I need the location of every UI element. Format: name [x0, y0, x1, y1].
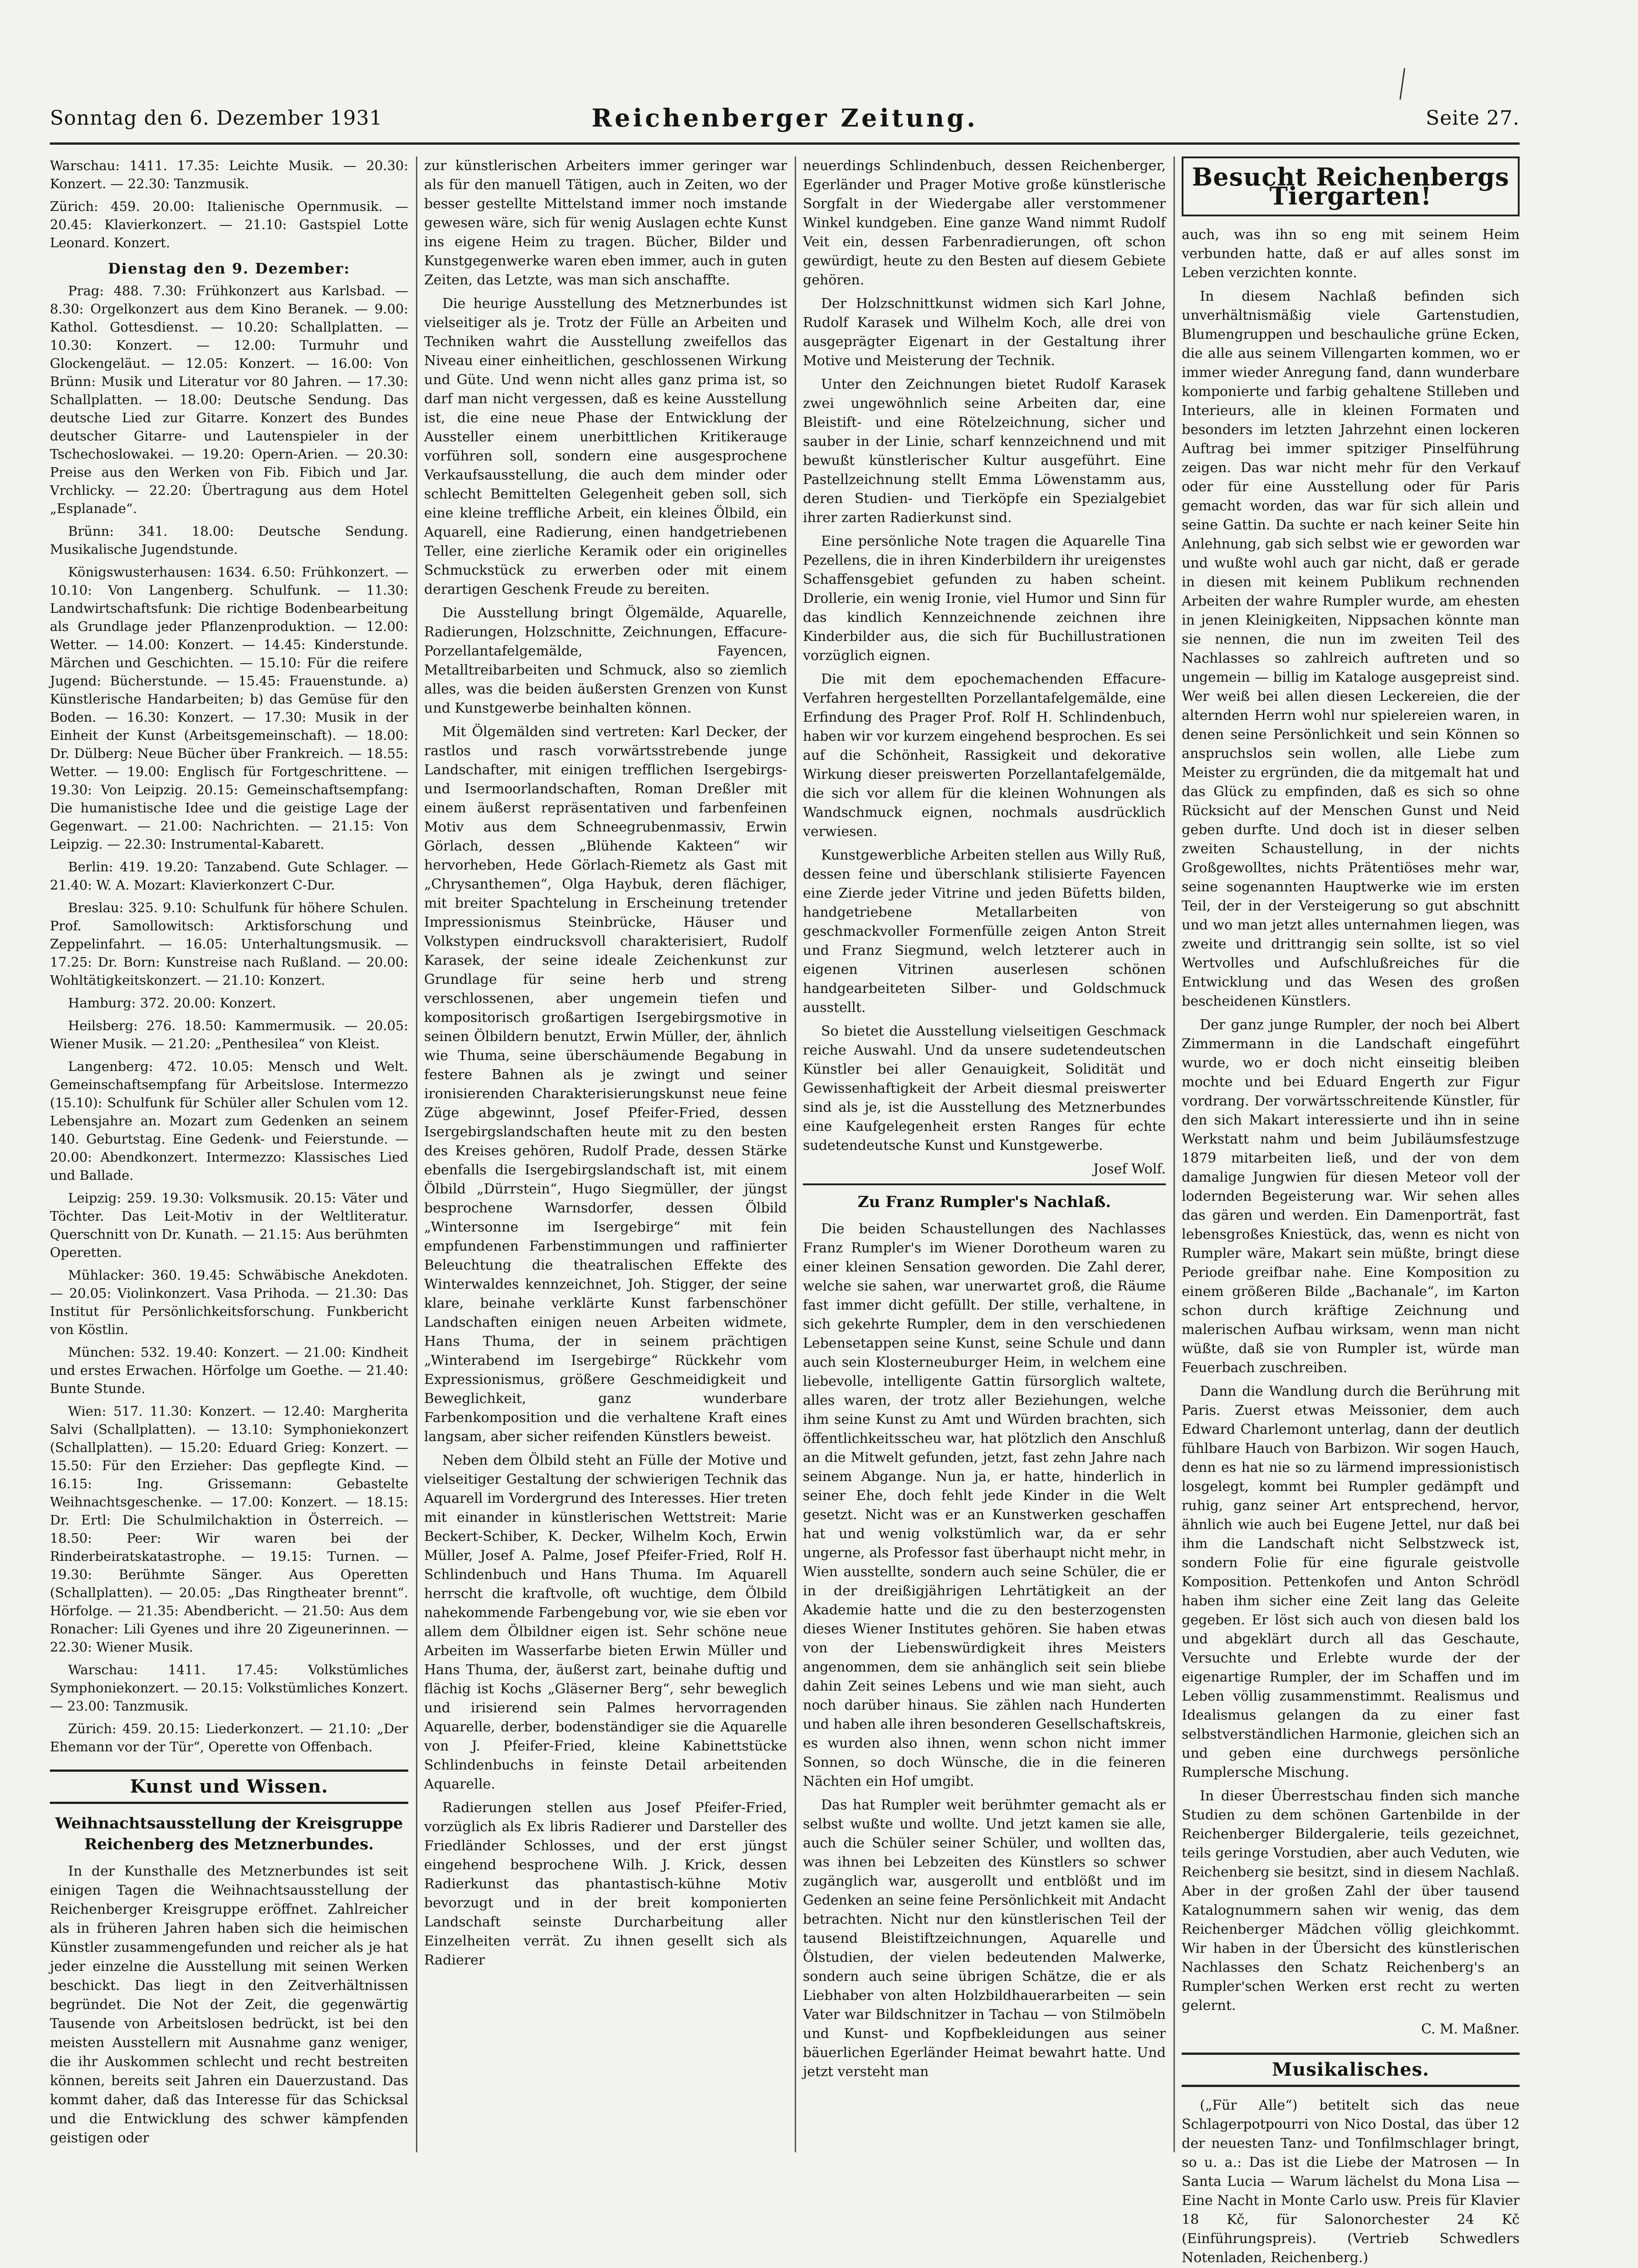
article-paragraph: neuerdings Schlindenbuch, dessen Reichenberger, Egerländer und Prager Motive große künstlerische Sorgfalt in der Wiedergabe aller verstommener Winkel kundgeben. Eine ganze Wand nimmt Rudolf Veit ein, dessen Farbenradierungen, oft schon gewürdigt, heute zu den Besten auf diesem Gebiete gehören. [803, 158, 1166, 288]
section-heading: Musikalisches. [1182, 2053, 1520, 2087]
column-divider [1173, 156, 1175, 2152]
column-divider [795, 156, 796, 2152]
column-divider [416, 156, 417, 2152]
header-date: Sonntag den 6. Dezember 1931 [50, 107, 383, 130]
article-paragraph: In der Kunsthalle des Metznerbundes ist seit einigen Tagen die Weihnachtsausstellung der Reichenberger Kreisgruppe eröffnet. Zahlreicher als in früheren Jahren haben sich die heimischen Künstler zusammengefunden und reicher als je hat jeder einzelne die Ausstellung mit seinen Werken beschickt. Das liegt in den Zeitverhältnissen begründet. Die Not der Zeit, die gegenwärtig Tausende von Arbeitslosen bedrückt, ist bei den meisten Ausstellern mit Ausnahme ganz weniger, die ihr Auskommen schlecht und recht bestreiten können, bereits seit Jahren ein Dauerzustand. Das kommt daher, daß das Interesse für das Schicksal und die Entwicklung des schwer kämpfenden geistigen oder [50, 1863, 408, 2146]
music-notice: („Für Alle“) betitelt sich das neue Schlagerpotpourri von Nico Dostal, das über 12 der neuesten Tanz- und Tonfilmschlager bringt, so u. a.: Das ist die Liebe der Matrosen — In Santa Lucia — Warum lächelst du Mona Lisa — Eine Nacht in Monte Carlo usw. Preis für Klavier 18 Kč, für Salonorchester 24 Kč (Einführungspreis). (Vertrieb Schwedlers Notenladen, Reichenberg.) [1182, 2097, 1520, 2266]
article-paragraph: So bietet die Ausstellung vielseitigen Geschmack reiche Auswahl. Und da unsere sudetendeutschen Künstler bei aller Genauigkeit, Solidität und Gewissenhaftigkeit der Arbeit diesmal preiswerter sind als je, ist die Ausstellung des Metznerbundes eine Kaufgelegenheit ersten Ranges für echte sudetendeutsche Kunst und Kunstgewerbe. [803, 1023, 1166, 1154]
column-2 [424, 156, 787, 2152]
radio-listing: Warschau: 1411. 17.45: Volkstümliches Symphoniekonzert. — 20.15: Volkstümliches Konzert. — 23.00: Tanzmusik. [50, 1662, 408, 1714]
page-number: Seite 27. [1426, 107, 1520, 130]
radio-listing: Königswusterhausen: 1634. 6.50: Frühkonzert. — 10.10: Von Langenberg. Schulfunk. — 11.30: Landwirtschaftsfunk: Die richtige Bodenbearbeitung als Grundlage jeder Pflanzenproduktion. — 12.00: Wetter. — 14.00: Konzert. — 14.45: Kinderstunde. Märchen und Geschichten. — 15.10: Für die reifere Jugend: Bücherstunde. — 15.45: Frauenstunde. a) Künstlerische Handarbeiten; b) das Gemüse für den Boden. — 16.30: Konzert. — 17.30: Musik in der Einheit der Kunst (Arbeitsgemeinschaft). — 18.00: Dr. Dülberg: Neue Bücher über Frankreich. — 18.55: Wetter. — 19.00: Englisch für Fortgeschrittene. — 19.30: Von Leipzig. 20.15: Gemeinschaftsempfang: Die humanistische Idee und die geistige Lage der Gegenwart. — 21.00: Nachrichten. — 21.15: Von Leipzig. — 22.30: Instrumental-Kabarett. [50, 564, 408, 852]
article-paragraph: auch, was ihn so eng mit seinem Heim verbunden hatte, daß er auf alles sonst im Leben verzichten konnte. [1182, 227, 1520, 281]
article-paragraph: Die mit dem epochemachenden Effacure-Verfahren hergestellten Porzellantafelgemälde, eine Erfindung des Prager Prof. Rolf H. Schlindenbuch, haben wir vor kurzem eingehend besprochen. Es sei auf die Schönheit, Rassigkeit und dekorative Wirkung dieser preiswerten Porzellantafelgemälde, die sich vor allem für die kleinen Wohnungen als Wandschmuck eignen, nochmals ausdrücklich verwiesen. [803, 671, 1166, 840]
radio-listing: Leipzig: 259. 19.30: Volksmusik. 20.15: Väter und Töchter. Das Leit-Motiv in der Weltliteratur. Querschnitt von Dr. Kunath. — 21.15: Aus berühmten Operetten. [50, 1190, 408, 1260]
newspaper-title: Reichenberger Zeitung. [592, 103, 978, 132]
radio-listing: Berlin: 419. 19.20: Tanzabend. Gute Schlager. — 21.40: W. A. Mozart: Klavierkonzert C-Dur. [50, 859, 408, 893]
author-signature: Josef Wolf. [1093, 1161, 1166, 1177]
page-header [50, 95, 1520, 145]
article-paragraph: In diesem Nachlaß befinden sich unverhältnismäßig viele Gartenstudien, Blumengruppen und beschauliche grüne Ecken, die alle aus seinem Villengarten kommen, wo er immer wieder Anregung fand, dann wunderbare komponierte und farbig gehaltene Stilleben und Interieurs, alle in kleinen Formaten und besonders im letzten Jahrzehnt einen lockeren Auftrag bei immer spitziger Pinselführung zeigen. Das war nicht mehr für den Verkauf oder für eine Ausstellung oder für Paris gemacht worden, das war für sich allein und seine Gattin. Da suchte er nach keiner Seite hin Anlehnung, gab sich selbst wie er geworden war und wußte wohl auch gar nicht, daß er gerade in diesen mit keinem Publikum rechnenden Arbeiten der wahre Rumpler wurde, am ehesten in jenen Kleinigkeiten, Nippsachen könnte man sie nennen, die nun im zweiten Teil des Nachlasses so zahlreich auftreten und so ungemein — billig im Kataloge ausgepreist sind. Wer weiß bei allen diesen Leckereien, die der alternden Herrn wohl nur spielereien waren, in denen seine Persönlichkeit und sein Können so anspruchslos sein wollen, alle Liebe zum Meister zu ergründen, die da mitgemalt hat und das Glück zu empfinden, daß es sich so ohne Rücksicht auf der Menschen Gunst und Neid geben durfte. Und doch ist in dieser selben zweiten Schaustellung, in der nichts Großgewolltes, nichts Prätentiöses mehr war, seine sogenannten Hauptwerke wie im ersten Teil, der in der Versteigerung so gut abschnitt und wo man jetzt alles unternahmen liegen, was zweite und drittrangig sein sollte, ist so viel Wertvolles und Aufschlußreiches für die Entwicklung und das Wesen des großen bescheidenen Künstlers. [1182, 288, 1520, 1009]
radio-listing: Zürich: 459. 20.00: Italienische Opernmusik. — 20.45: Klavierkonzert. — 21.10: Gastspiel Lotte Leonard. Konzert. [50, 199, 408, 250]
article-title: Weihnachtsausstellung der Kreisgruppe Reichenberg des Metznerbundes. [55, 1814, 403, 1853]
article-paragraph: Kunstgewerbliche Arbeiten stellen aus Willy Ruß, dessen feine und überschlank stilisierte Fayencen eine Zierde jeder Vitrine und jeden Büfetts bilden, handgetriebene Metallarbeiten von geschmackvoller Formenfülle zeigen Anton Streit und Franz Siegmund, welch letzterer auch in eigenen Vitrinen auserlesen schönen handgearbeiteten Silber- und Goldschmuck ausstellt. [803, 847, 1166, 1016]
article-paragraph: Mit Ölgemälden sind vertreten: Karl Decker, der rastlos und rasch vorwärtsstrebende junge Landschafter, mit einigen trefflichen Isergebirgs- und Isermoorlandschaften, Roman Dreßler mit einem äußerst repräsentativen und farbenfeinen Motiv aus dem Schneegrubenmassiv, Erwin Görlach, dessen „Blühende Kakteen“ wir hervorheben, Hede Görlach-Riemetz als Gast mit „Chrysanthemen“, Olga Haybuk, deren flächiger, mit breiter Spachtelung in Erscheinung tretender Impressionismus Steinbrücke, Häuser und Volkstypen eindrucksvoll charakterisiert, Rudolf Karasek, der seine ideale Zeichenkunst zur Grundlage für seine herb und streng verschlossenen, aber ungemein tiefen und kompositorisch großartigen Isergebirgsmotive in seinen Ölbildern benutzt, Erwin Müller, der, ähnlich wie Thuma, seine überschäumende Begabung in festere Bahnen als je zwingt und seiner ironisierenden Charakterisierungskunst neue feine Züge abgewinnt, Josef Pfeifer-Fried, dessen Isergebirgslandschaften heute mit zu den besten des Kreises gehören, Rudolf Prade, dessen Stärke ebenfalls die Isergebirgslandschaft ist, mit einem Ölbild „Dürrstein“, Hugo Siegmüller, der jüngst besprochene Warnsdorfer, dessen Ölbild „Wintersonne im Isergebirge“ mit fein empfundenen Farbenstimmungen und raffinierter Beleuchtung die theatralischen Effekte des Winterwaldes kennzeichnet, Joh. Stigger, der seine klare, beinahe verklärte Kunst farbenschöner Landschaften einigen neuen Arbeiten widmete, Hans Thuma, der in seinem prächtigen „Winterabend im Isergebirge“ Rückkehr vom Expressionismus, größere Geschmeidigkeit und Beweglichkeit, ganz wunderbare Farbenkomposition und die verhaltene Kraft eines langsam, aber sicher reifenden Künstlers beweist. [424, 724, 787, 1445]
radio-listing: Heilsberg: 276. 18.50: Kammermusik. — 20.05: Wiener Musik. — 21.20: „Penthesilea“ von Kleist. [50, 1018, 408, 1051]
author-signature: C. M. Maßner. [1421, 2021, 1520, 2037]
article-title: Zu Franz Rumpler's Nachlaß. [803, 1183, 1166, 1212]
radio-listing: Breslau: 325. 9.10: Schulfunk für höhere Schulen. Prof. Samollowitsch: Arktisforschung und Zeppelinfahrt. — 16.05: Unterhaltungsmusik. — 17.25: Dr. Born: Kunstreise nach Rußland. — 20.00: Wohltätigkeitskonzert. — 21.10: Konzert. [50, 900, 408, 988]
article-paragraph: Radierungen stellen aus Josef Pfeifer-Fried, vorzüglich als Ex libris Radierer und Darsteller des Friedländer Schlosses, und der erst jüngst eingehend besprochene Wilh. J. Krick, dessen Radierkunst das phantastisch-kühne Motiv bevorzugt und in der breit komponierten Landschaft seinste Durcharbeitung aller Einzelheiten verrät. Zu ihnen gesellt sich als Radierer [424, 1800, 787, 1968]
radio-listing: Brünn: 341. 18.00: Deutsche Sendung. Musikalische Jugendstunde. [50, 523, 408, 557]
radio-listing: Wien: 517. 11.30: Konzert. — 12.40: Margherita Salvi (Schallplatten). — 13.10: Symphoniekonzert (Schallplatten). — 15.20: Eduard Grieg: Konzert. — 15.50: Für den Erzieher: Das gepflegte Kind. — 16.15: Ing. Grissemann: Gebastelte Weihnachtsgeschenke. — 17.00: Konzert. — 18.15: Dr. Ertl: Die Schulmilchaktion in Österreich. — 18.50: Peer: Wir waren bei der Rinderbeiratskatastrophe. — 19.15: Turnen. — 19.30: Berühmte Sänger. Aus Operetten (Schallplatten). — 20.05: „Das Ringtheater brennt“. Hörfolge. — 21.35: Abendbericht. — 21.50: Aus dem Ronacher: Lili Gyenes und ihre 20 Zigeunerinnen. — 22.30: Wiener Musik. [50, 1403, 408, 1655]
radio-listing: Zürich: 459. 20.15: Liederkonzert. — 21.10: „Der Ehemann vor der Tür“, Operette von Offenbach. [50, 1721, 408, 1755]
radio-listing: Mühlacker: 360. 19.45: Schwäbische Anekdoten. — 20.05: Violinkonzert. Vasa Prihoda. — 21.30: Das Institut für Persönlichkeitsforschung. Funkbericht von Köstlin. [50, 1267, 408, 1337]
column-4 [1182, 156, 1520, 2266]
article-paragraph: In dieser Überrestschau finden sich manche Studien zu dem schönen Gartenbilde in der Reichenberger Bildergalerie, teils gezeichnet, teils geringe Vorstudien, aber auch Veduten, wie Reichenberg sie besitzt, sind in diesem Nachlaß. Aber in der großen Zahl der über tausend Katalognummern sahen wir wenig, das dem Reichenberger Mädchen völlig gleichkommt. Wir haben in der Übersicht des künstlerischen Nachlasses den Schatz Reichenberg's an Rumpler'schen Werken erst recht zu werten gelernt. [1182, 1788, 1520, 2014]
article-paragraph: Der Holzschnittkunst widmen sich Karl Johne, Rudolf Karasek und Wilhelm Koch, alle drei von ausgeprägter Eigenart in der Gestaltung ihrer Motive und Meisterung der Technik. [803, 296, 1166, 369]
radio-listing: Prag: 488. 7.30: Frühkonzert aus Karlsbad. — 8.30: Orgelkonzert aus dem Kino Beranek. — 9.00: Kathol. Gottesdienst. — 10.20: Schallplatten. — 10.30: Konzert. — 12.00: Turmuhr und Glockengeläut. — 12.05: Konzert. — 16.00: Von Brünn: Musik und Literatur vor 80 Jahren. — 17.30: Schallplatten. — 18.00: Deutsche Sendung. Das deutsche Lied zur Gitarre. Konzert des Bundes deutscher Gitarre- und Lautenspieler in der Tschechoslowakei. — 19.20: Opern-Arien. — 20.30: Preise aus den Werken von Fib. Fibich und Jar. Vrchlicky. — 22.20: Übertragung aus dem Hotel „Esplanade“. [50, 283, 408, 516]
zoo-advertisement: Besucht Reichenbergs Tiergarten! [1182, 156, 1520, 216]
radio-listing: Langenberg: 472. 10.05: Mensch und Welt. Gemeinschaftsempfang für Arbeitslose. Intermezzo (15.10): Schulfunk für Schüler aller Schulen vom 12. Lebensjahre an. Mozart zum Gedenken an seinem 140. Geburtstag. Eine Gedenk- und Feierstunde. — 20.00: Abendkonzert. Intermezzo: Klassisches Lied und Ballade. [50, 1059, 408, 1183]
article-paragraph: Die beiden Schaustellungen des Nachlasses Franz Rumpler's im Wiener Dorotheum waren zu einer kleinen Sensation geworden. Die Zahl derer, welche sie sahen, war unerwartet groß, die Räume fast immer dicht gefüllt. Der stille, verhaltene, in sich gekehrte Rumpler, dem in den verschiedenen Lebensetappen seine Kunst, seine Schule und dann auch sein Klosterneuburger Heim, in welchem eine liebevolle, intelligente Gattin fürsorglich waltete, alles waren, der trotz aller Beziehungen, welche ihm seine Kunst zu Amt und Würden brachten, sich öffentlichkeitsscheu war, hat plötzlich den Anschluß an die Mitwelt gefunden, jetzt, fast zehn Jahre nach seinem Abgange. Nun ja, er hatte, hinderlich in seiner Ehe, doch fehlt jede Kinder in die Welt gesetzt. Nicht was er an Kunstwerken geschaffen hat und wenig volkstümlich war, da er sehr ungerne, als Professor fast überhaupt nicht mehr, in Wien ausstellte, sondern auch seine Schüler, die er in der dreißigjährigen Lehrtätigkeit an der Akademie hatte und die zu den besterzogensten dieses Wiener Institutes gehören. Sie haben etwas von der Liebenswürdigkeit ihres Meisters angenommen, dem sie anhänglich seit sein bliebe dahin Zeit seines Lebens und wie man sieht, auch noch darüber hinaus. Sie zählen nach Hunderten und haben alle ihren besonderen Gesellschaftskreis, es wurden also ihnen, wenn schon nicht immer Sonnen, so doch Wünsche, die in die feineren Nächten ein Hof umgibt. [803, 1221, 1166, 1789]
radio-listing: Warschau: 1411. 17.35: Leichte Musik. — 20.30: Konzert. — 22.30: Tanzmusik. [50, 158, 408, 191]
article-paragraph: Der ganz junge Rumpler, der noch bei Albert Zimmermann in die Landschaft eingeführt wurde, wo er doch nicht einseitig bleiben mochte und bei Eduard Engerth zur Figur vordrang. Der vorwärtsschreitende Künstler, für den sich Makart interessierte und ihn in seine Werkstatt nahm und beim Jubiläumsfestzuge 1879 mitarbeiten ließ, und der von dem damalige Jungwien für diesen Meteor voll der lodernden Begeisterung war. Wir sehen alles das gären und werden. Ein Damenporträt, fast lebensgroßes Kniestück, das, wenn es nicht von Rumpler wäre, Makart sein müßte, bringt diese Periode greifbar nahe. Eine Komposition zu einem größeren Bilde „Bachanale“, im Karton schon durch kräftige Zeichnung und malerischen Aufbau wirksam, wenn man nicht wüßte, daß sie von Rumpler ist, würde man Feuerbach zuschreiben. [1182, 1017, 1520, 1376]
radio-listing: Hamburg: 372. 20.00: Konzert. [68, 995, 276, 1011]
header-rule [50, 142, 1520, 145]
program-day-heading: Dienstag den 9. Dezember: [108, 260, 351, 277]
section-heading: Kunst und Wissen. [50, 1769, 408, 1804]
column-1 [50, 156, 408, 2152]
article-paragraph: zur künstlerischen Arbeiters immer geringer war als für den manuell Tätigen, auch in Zeiten, wo der besser gestellte Mittelstand immer noch imstande gewesen wäre, sich für wenig Auslagen echte Kunst ins eigene Heim zu tragen. Bücher, Bilder und Kunstgegenwerke waren eben immer, auch in guten Zeiten, das Letzte, was man sich anschaffte. [424, 158, 787, 288]
column-3 [803, 156, 1166, 2152]
article-paragraph: Das hat Rumpler weit berühmter gemacht als er selbst wußte und wollte. Und jetzt kamen sie alle, auch die Schüler seiner Schüler, und wollten das, was ihnen bei Lebzeiten des Künstlers so schwer zugänglich war, ausgerollt und entblößt und im Gedenken an seine feine Persönlichkeit mit Andacht betrachten. Nicht nur den künstlerischen Teil der tausend Bleistiftzeichnungen, Aquarelle und Ölstudien, der vielen bedeutenden Malwerke, sondern auch seine übrigen Schätze, die er als Liebhaber von alten Holzbildhauerarbeiten — sein Vater war Bildschnitzer in Tachau — von Stilmöbeln und Kunst- und Kopfbekleidungen aus seiner bäuerlichen Egerländer Heimat bewahrt hatte. Und jetzt versteht man [803, 1797, 1166, 2080]
radio-listing: München: 532. 19.40: Konzert. — 21.00: Kindheit und erstes Erwachen. Hörfolge um Goethe. — 21.40: Bunte Stunde. [50, 1344, 408, 1396]
article-paragraph: Dann die Wandlung durch die Berührung mit Paris. Zuerst etwas Meissonier, dem auch Edward Charlemont unterlag, dann der deutlich fühlbare Hauch von Barbizon. Wir sogen Hauch, denn es hat nie so zu lärmend impressionistisch losgelegt, kommt bei Rumpler gedämpft und ruhig, ganz seiner Art entsprechend, hervor, ähnlich wie auch bei Eugene Jettel, nur daß bei ihm die Landschaft nicht Selbstzweck ist, sondern Folie für eine figurale geistvolle Komposition. Pettenkofen und Anton Schrödl haben ihm sicher eine Zeit lang das Geleite gegeben. Er löst sich auch von diesen bald los und abgeklärt durch all das Geschaute, Versuchte und Erlebte wurde der der eigenartige Rumpler, der im Schaffen und im Leben völlig zusammenstimmt. Realismus und Idealismus gelangen da zu einer fast selbstverständlichen Harmonie, gleichen sich an und geben eine durchwegs persönliche Rumplersche Mischung. [1182, 1383, 1520, 1780]
article-paragraph: Die heurige Ausstellung des Metznerbundes ist vielseitiger als je. Trotz der Fülle an Arbeiten und Techniken wahrt die Ausstellung zweifellos das Niveau einer einheitlichen, geschlossenen Wirkung und Güte. Und wenn nicht alles ganz prima ist, so darf man nicht vergessen, daß es keine Ausstellung ist, die eine neue Phase der Entwicklung der Aussteller einem unerbittlichen Kritikerauge vorführen soll, sondern eine ausgesprochene Verkaufsausstellung, die auch dem minder oder schlecht Bemittelten Gelegenheit geben soll, sich eine kleine treffliche Arbeit, ein kleines Ölbild, ein Aquarell, eine Radierung, einen handgetriebenen Teller, eine zierliche Keramik oder ein originelles Schmuckstück zu erwerben oder mit einem derartigen Geschenk Freude zu bereiten. [424, 296, 787, 597]
article-paragraph: Neben dem Ölbild steht an Fülle der Motive und vielseitiger Gestaltung der schwierigen Technik das Aquarell im Vordergrund des Interesses. Hier treten mit einander in künstlerischen Wettstreit: Marie Beckert-Schiber, K. Decker, Wilhelm Koch, Erwin Müller, Josef A. Palme, Josef Pfeifer-Fried, Rolf H. Schlindenbuch und Hans Thuma. Im Aquarell herrscht die kraftvolle, oft wuchtige, dem Ölbild nahekommende Farbengebung vor, wie sie eben vor allem dem Ölbildner eigen ist. Sehr schöne neue Arbeiten im Wasserfarbe bieten Erwin Müller und Hans Thuma, der, äußerst zart, beinahe duftig und flächig ist Kochs „Gläserner Berg“, sehr beweglich und irisierend sein Palmes hervorragenden Aquarelle, derber, bodenständiger sie die Aquarelle von J. Pfeifer-Fried, kleine Kabinettstücke Schlindenbuchs in feinste Detail arbeitenden Aquarelle. [424, 1452, 787, 1792]
article-paragraph: Die Ausstellung bringt Ölgemälde, Aquarelle, Radierungen, Holzschnitte, Zeichnungen, Effacure-Porzellantafelgemälde, Fayencen, Metalltreibarbeiten und Schmuck, also so ziemlich alles, was die beiden äußersten Grenzen von Kunst und Kunstgewerbe beinhalten können. [424, 605, 787, 716]
article-paragraph: Unter den Zeichnungen bietet Rudolf Karasek zwei ungewöhnlich seine Arbeiten dar, eine Bleistift- und eine Rötelzeichnung, sicher und sauber in der Linie, scharf kennzeichnend und mit bewußt künstlerischer Kultur ausgeführt. Eine Pastellzeichnung stellt Emma Löwenstamm aus, deren Studien- und Tierköpfe ein Spezialgebiet ihrer zarten Radierkunst sind. [803, 376, 1166, 526]
article-paragraph: Eine persönliche Note tragen die Aquarelle Tina Pezellens, die in ihren Kinderbildern ihr ureigenstes Schaffensgebiet gefunden zu haben scheint. Drollerie, ein wenig Ironie, viel Humor und Sinn für das kindlich Kennzeichnende zeichnen ihre Kinderbilder aus, die sich für Buchillustrationen vorzüglich eignen. [803, 533, 1166, 664]
